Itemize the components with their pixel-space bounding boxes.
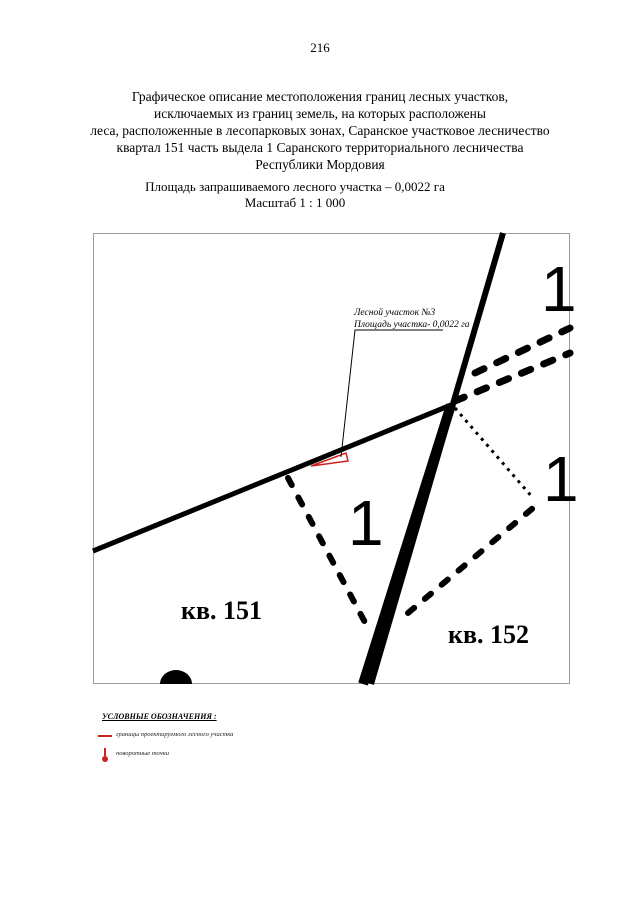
title-line: леса, расположенные в лесопарковых зонах, Саранское участковое лесничество	[90, 123, 550, 138]
legend-title: УСЛОВНЫЕ ОБОЗНАЧЕНИЯ :	[102, 712, 217, 721]
area-info	[0, 179, 590, 211]
forest-plot-map	[93, 233, 579, 684]
title-line: Республики Мордовия	[255, 157, 385, 172]
page-number: 216	[310, 40, 330, 55]
title-line: исключаемых из границ земель, на которых расположены	[154, 106, 486, 121]
legend-boundary-label: границы проектируемого лесного участка	[116, 731, 234, 738]
title-line: Графическое описание местоположения границ лесных участков,	[131, 89, 509, 104]
vydel-number-label: 1	[348, 487, 384, 559]
legend-point-swatch-stem	[104, 748, 106, 756]
legend-boundary-swatch	[98, 735, 112, 737]
title-line: квартал 151 часть выдела 1 Саранского территориального лесничества	[116, 140, 524, 155]
area-line: Площадь запрашиваемого лесного участка – 0,0022 га	[145, 179, 445, 194]
document-title	[60, 88, 580, 173]
vydel-number-label: 1	[543, 443, 579, 515]
legend-point-swatch	[102, 756, 108, 762]
quarter-label: кв. 152	[448, 620, 530, 649]
vydel-number-label: 1	[541, 253, 577, 325]
quarter-label: кв. 151	[181, 596, 263, 625]
callout-plot-area: Площадь участка- 0,0022 га	[354, 320, 470, 330]
callout-plot-name: Лесной участок №3	[354, 308, 436, 318]
legend-points-label: поворотные точки	[116, 750, 169, 757]
scale-line: Масштаб 1 : 1 000	[244, 195, 346, 210]
